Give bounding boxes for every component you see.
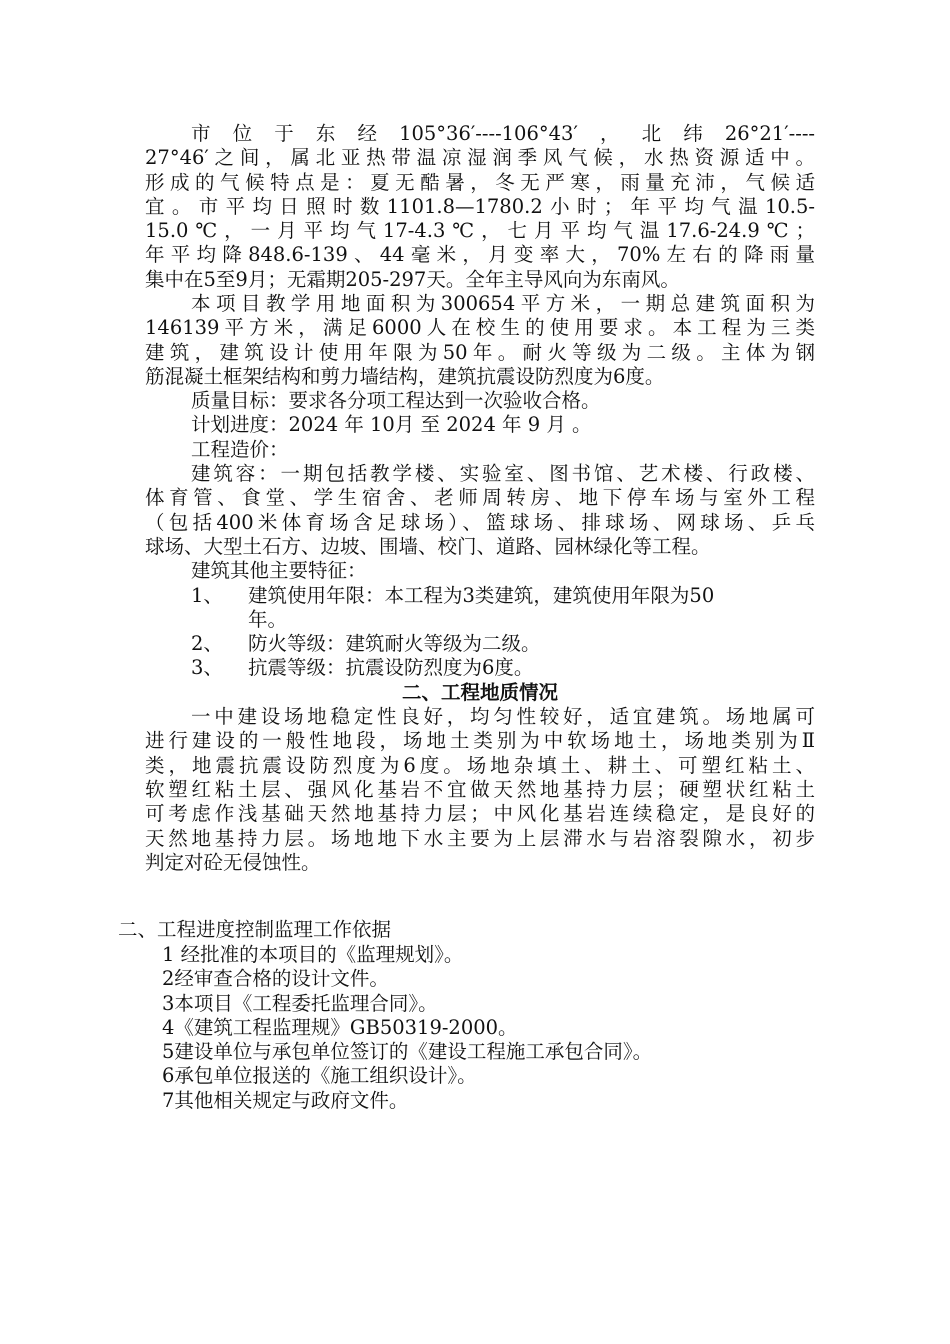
text-line: 市位于东经105°36′----106°43′，北纬26°21′---- bbox=[191, 122, 815, 145]
basis-item: 3本项目《工程委托监理合同》。 bbox=[162, 991, 438, 1015]
text-line: 本项目教学用地面积为300654平方米，一期总建筑面积为 bbox=[191, 292, 815, 315]
text-line: 球场、大型土石方、边坡、围墙、校门、道路、园林绿化等工程。 bbox=[145, 534, 711, 558]
text-line: 集中在5至9月；无霜期205-297天。全年主导风向为东南风。 bbox=[145, 267, 680, 291]
feature-number: 2、 bbox=[191, 632, 223, 656]
basis-item: 1 经批准的本项目的《监理规划》。 bbox=[162, 943, 464, 966]
climate-paragraph bbox=[145, 122, 815, 292]
text-line: 进行建设的一般性地段，场地土类别为中软场地土，场地类别为Ⅱ bbox=[145, 729, 815, 753]
feature-number: 3、 bbox=[191, 656, 223, 680]
cost: 工程造价： bbox=[191, 437, 289, 461]
project-paragraph bbox=[145, 292, 815, 875]
basis-item: 5建设单位与承包单位签订的《建设工程施工承包合同》。 bbox=[162, 1040, 653, 1064]
feature-number: 1、 bbox=[191, 583, 223, 607]
text-line: 27°46′之间，属北亚热带温凉湿润季风气候，水热资源适中。 bbox=[145, 146, 815, 170]
text-line: 可考虑作浅基础天然地基持力层；中风化基岩连续稳定，是良好的 bbox=[145, 802, 815, 826]
basis-item: 6承包单位报送的《施工组织设计》。 bbox=[162, 1064, 477, 1088]
text-line: 宜。市平均日照时数1101.8—1780.2小时；年平均气温10.5- bbox=[145, 194, 815, 218]
text-line: 类，地震抗震设防烈度为6度。场地杂填土、耕土、可塑红粘土、 bbox=[145, 753, 815, 777]
text-line: 软塑红粘土层、强风化基岩不宜做天然地基持力层；硬塑状红粘土 bbox=[145, 777, 815, 801]
text-line: 建筑容：一期包括教学楼、实验室、图书馆、艺术楼、行政楼、 bbox=[191, 462, 815, 486]
basis-section bbox=[118, 917, 818, 1113]
basis-item: 7其他相关规定与政府文件。 bbox=[162, 1088, 409, 1112]
feature-text: 防火等级：建筑耐火等级为二级。 bbox=[248, 632, 541, 656]
feature-item bbox=[145, 584, 815, 608]
feature-continuation: 年。 bbox=[248, 607, 288, 631]
feature-item bbox=[145, 632, 815, 656]
feature-item bbox=[145, 656, 815, 680]
text-line: 146139平方米，满足6000人在校生的使用要求。本工程为三类 bbox=[145, 316, 815, 340]
basis-item: 4《建筑工程监理规》GB50319-2000。 bbox=[162, 1015, 518, 1039]
basis-item: 2经审查合格的设计文件。 bbox=[162, 967, 389, 991]
text-line: 判定对砼无侵蚀性。 bbox=[145, 850, 321, 874]
text-line: 建筑，建筑设计使用年限为50年。耐火等级为二级。主体为钢 bbox=[145, 340, 815, 364]
quality-target: 质量目标：要求各分项工程达到一次验收合格。 bbox=[191, 389, 601, 413]
text-line: （包括400米体育场含足球场）、篮球场、排球场、网球场、乒乓 bbox=[145, 510, 815, 534]
feature-text: 建筑使用年限：本工程为3类建筑，建筑使用年限为50 bbox=[248, 583, 715, 607]
feature-text: 抗震等级：抗震设防烈度为6度。 bbox=[248, 656, 534, 680]
text-line: 年平均降848.6-139、44毫米，月变率大，70%左右的降雨量 bbox=[145, 243, 815, 267]
text-line: 15.0℃，一月平均气17-4.3℃，七月平均气温17.6-24.9℃； bbox=[145, 219, 815, 243]
schedule: 计划进度：2024 年 10月 至 2024 年 9 月 。 bbox=[191, 413, 592, 437]
other-features-title: 建筑其他主要特征： bbox=[191, 559, 367, 583]
text-line: 一中建设场地稳定性良好，均匀性较好，适宜建筑。场地属可 bbox=[191, 705, 815, 729]
basis-heading: 二、工程进度控制监理工作依据 bbox=[118, 918, 392, 941]
text-line: 天然地基持力层。场地地下水主要为上层滞水与岩溶裂隙水，初步 bbox=[145, 826, 815, 850]
text-line: 体育管、食堂、学生宿舍、老师周转房、地下停车场与室外工程 bbox=[145, 486, 815, 510]
geology-heading: 二、工程地质情况 bbox=[401, 680, 558, 704]
text-line: 形成的气候特点是：夏无酷暑，冬无严寒，雨量充沛，气候适 bbox=[145, 170, 815, 194]
text-line: 筋混凝土框架结构和剪力墙结构，建筑抗震设防烈度为6度。 bbox=[145, 364, 665, 388]
